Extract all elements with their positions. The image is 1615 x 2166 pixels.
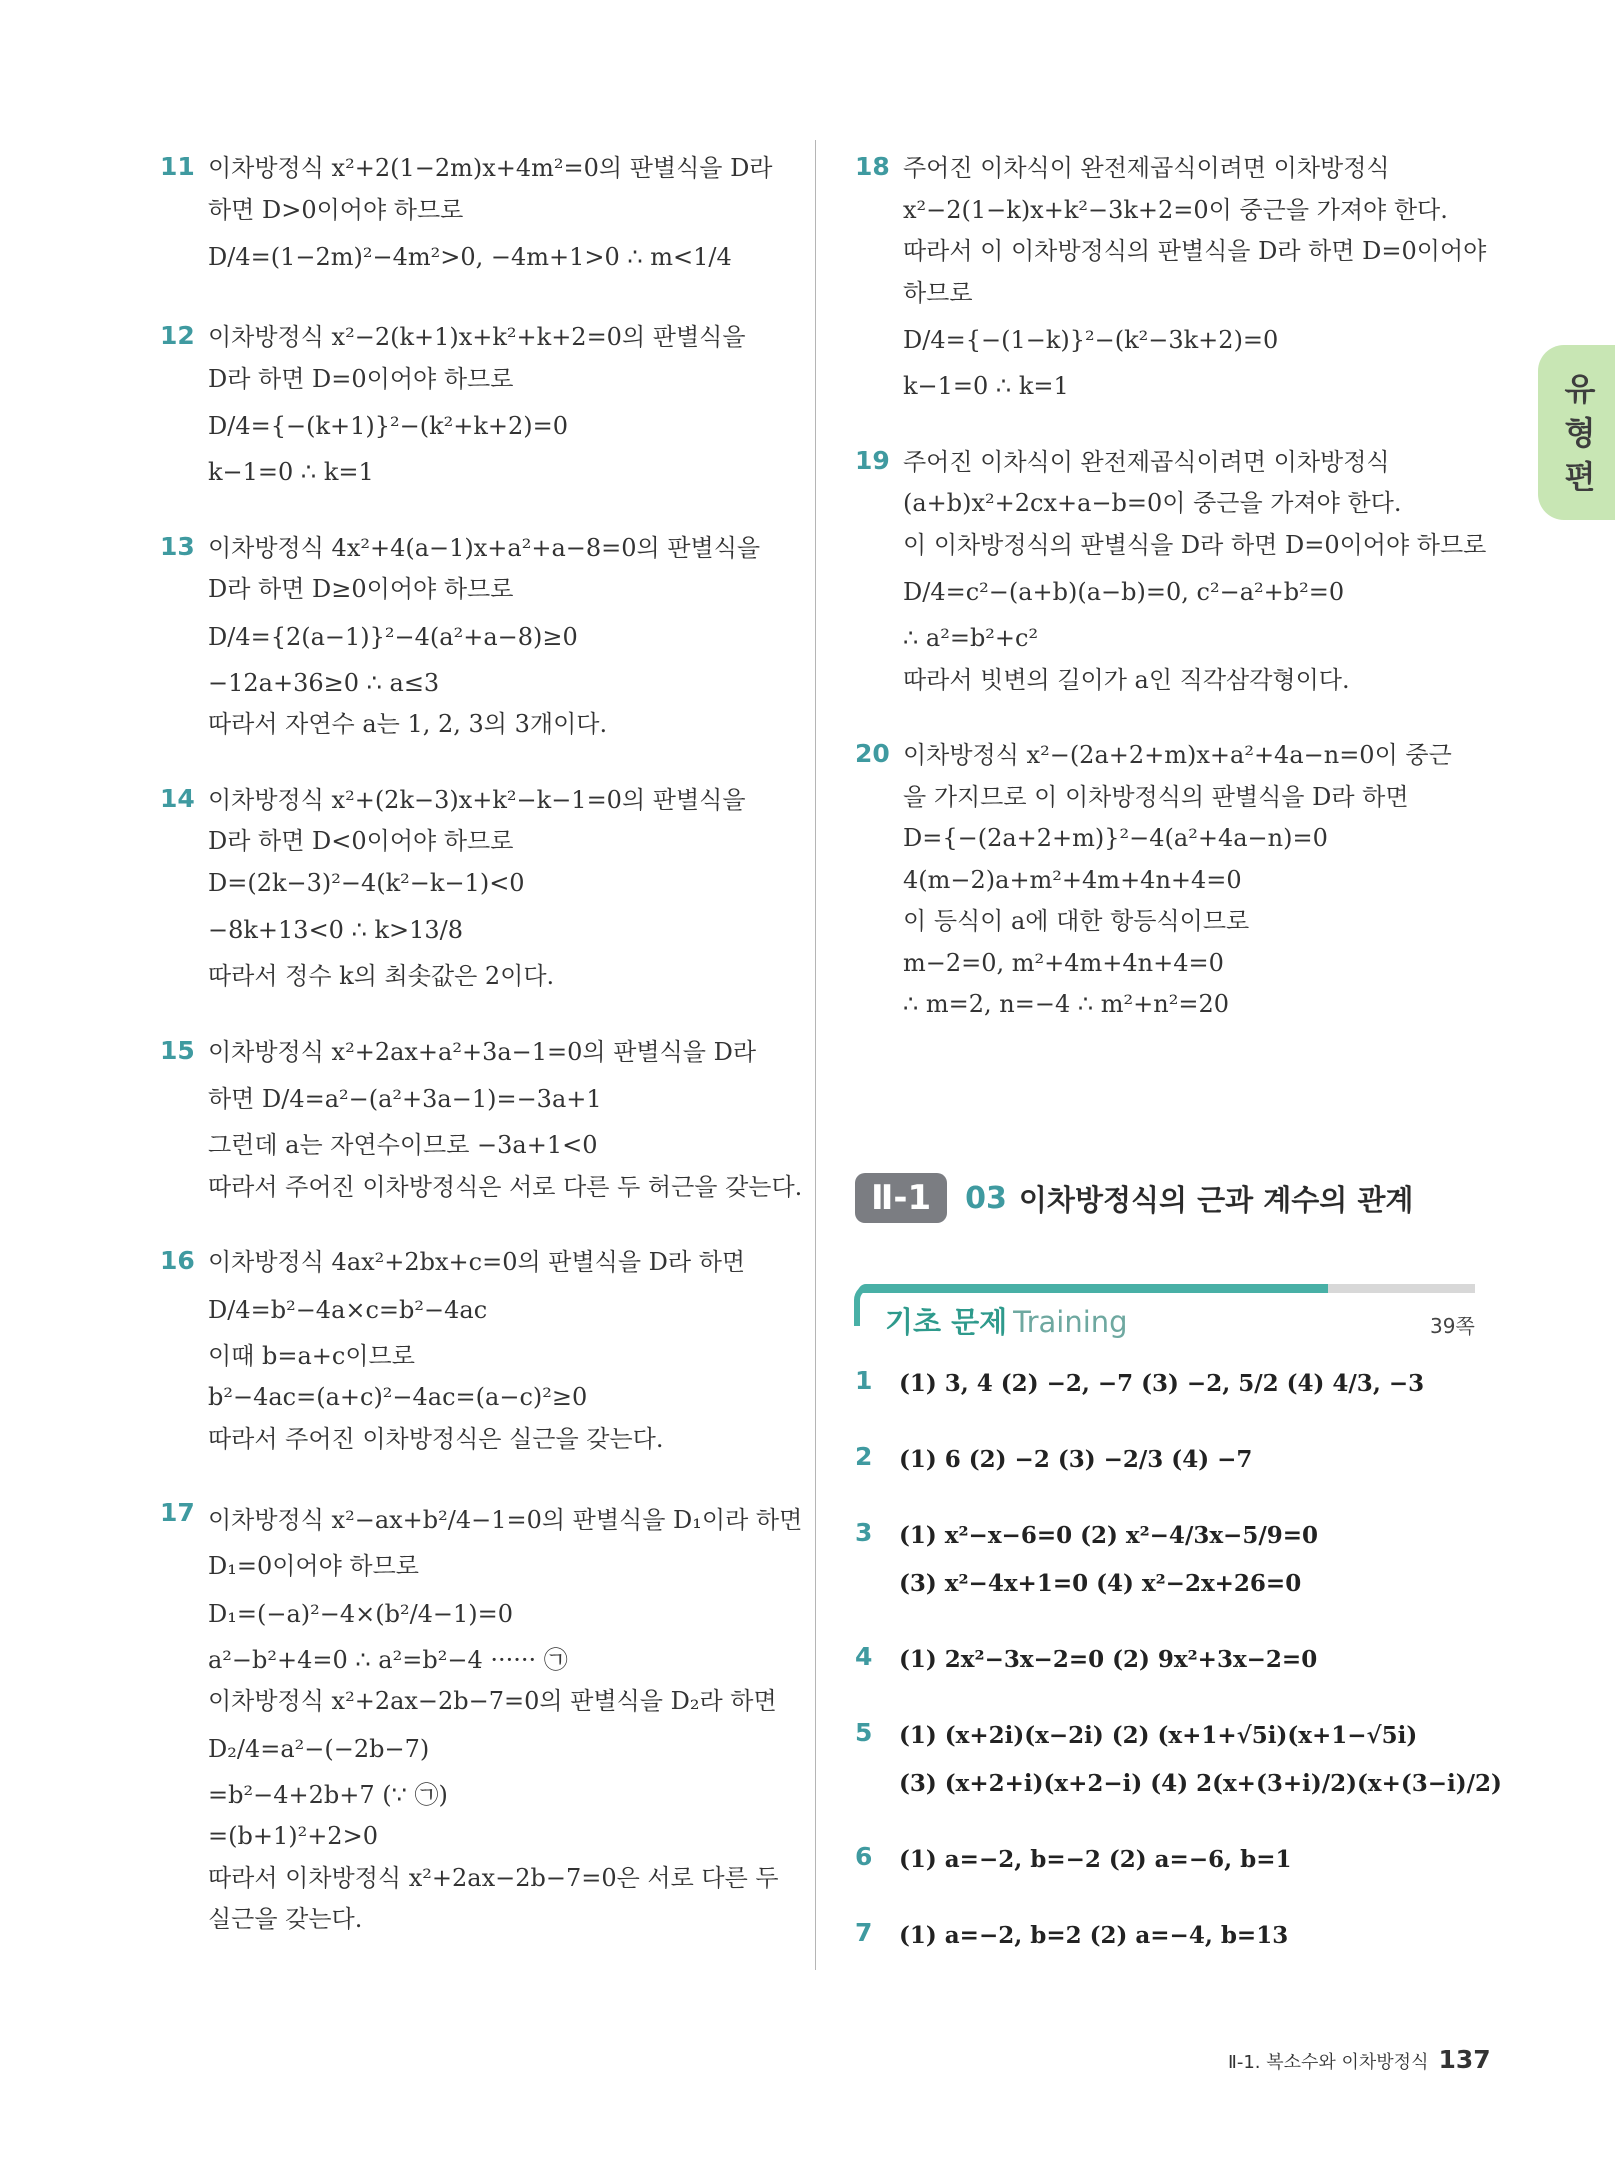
solution-line: k−1=0 ∴ k=1: [208, 458, 374, 486]
answer-1: [855, 1360, 1475, 1408]
problem-number: 18: [855, 152, 890, 181]
solution-line: −8k+13<0 ∴ k>13/8: [208, 916, 464, 944]
problem-number: 14: [160, 783, 195, 813]
solution-line: 을 가지므로 이 이차방정식의 판별식을 D라 하면: [903, 782, 1409, 811]
solution-line: D/4=b²−4a×c=b²−4ac: [208, 1295, 488, 1324]
answer-number: 7: [855, 1918, 873, 1947]
solution-line: 따라서 이 이차방정식의 판별식을 D라 하면 D=0이어야: [903, 237, 1487, 265]
answer-line: (3) x²−4x+1=0 (4) x²−2x+26=0: [899, 1570, 1302, 1597]
solution-line: 이 이차방정식의 판별식을 D라 하면 D=0이어야 하므로: [903, 530, 1487, 559]
answer-list: [855, 1360, 1502, 1988]
answer-number: 6: [855, 1842, 873, 1871]
answer-5: [855, 1712, 1502, 1808]
solution-line: 하므로: [903, 278, 973, 307]
training-title-ko: 기초 문제: [885, 1305, 1008, 1339]
solution-line: 이차방정식 x²+2ax+a²+3a−1=0의 판별식을 D라: [208, 1037, 757, 1066]
solution-line: D라 하면 D<0이어야 하므로: [208, 827, 514, 855]
problem-19: [855, 442, 1487, 702]
problem-12: [160, 317, 785, 494]
solution-line: a²−b²+4=0 ∴ a²=b²−4 ······ ㉠: [208, 1645, 568, 1674]
training-page-ref: 39쪽: [1430, 1314, 1475, 1338]
answer-line: (1) 3, 4 (2) −2, −7 (3) −2, 5/2 (4) 4/3, −3: [899, 1370, 1425, 1397]
solution-line: x²−2(1−k)x+k²−3k+2=0이 중근을 가져야 한다.: [903, 195, 1448, 224]
section-header: [855, 1170, 1475, 1226]
solution-line: ∴ m=2, n=−4 ∴ m²+n²=20: [903, 990, 1229, 1018]
page-number: 137: [1438, 2045, 1491, 2074]
answer-line: (1) x²−x−6=0 (2) x²−4/3x−5/9=0: [899, 1522, 1319, 1549]
solution-line: 따라서 주어진 이차방정식은 서로 다른 두 허근을 갖는다.: [208, 1172, 803, 1201]
answer-number: 2: [855, 1442, 873, 1471]
solution-line: 이차방정식 x²−(2a+2+m)x+a²+4a−n=0이 중근: [903, 741, 1452, 769]
solution-line: D/4=(1−2m)²−4m²>0, −4m+1>0 ∴ m<1/4: [208, 243, 732, 271]
solution-line: 따라서 주어진 이차방정식은 실근을 갖는다.: [208, 1424, 664, 1453]
solution-line: D라 하면 D=0이어야 하므로: [208, 364, 514, 393]
problem-number: 15: [160, 1035, 195, 1065]
answer-line: (1) a=−2, b=−2 (2) a=−6, b=1: [899, 1846, 1292, 1873]
problem-20: [855, 735, 1475, 1026]
answer-7: [855, 1912, 1475, 1960]
solution-line: m−2=0, m²+4m+4n+4=0: [903, 948, 1224, 977]
problem-number: 11: [160, 152, 195, 181]
answer-number: 3: [855, 1518, 873, 1547]
page-footer: [1228, 2045, 1491, 2074]
answer-line: (1) 6 (2) −2 (3) −2/3 (4) −7: [899, 1446, 1253, 1473]
solution-line: 그런데 a는 자연수이므로 −3a+1<0: [208, 1131, 598, 1159]
problem-18: [855, 148, 1487, 408]
answer-number: 1: [855, 1366, 873, 1395]
problem-number: 16: [160, 1246, 195, 1275]
solution-line: 주어진 이차식이 완전제곱식이려면 이차방정식: [903, 447, 1390, 476]
problem-11: [160, 148, 785, 283]
solution-line: k−1=0 ∴ k=1: [903, 372, 1069, 400]
answer-number: 4: [855, 1642, 873, 1671]
problem-14: [160, 780, 785, 998]
solution-line: 이 등식이 a에 대한 항등식이므로: [903, 907, 1250, 935]
training-rule: [858, 1284, 1475, 1294]
solution-line: 따라서 빗변의 길이가 a인 직각삼각형이다.: [903, 665, 1350, 694]
solution-line: D/4={2(a−1)}²−4(a²+a−8)≥0: [208, 622, 578, 651]
solution-line: 실근을 갖는다.: [208, 1905, 363, 1933]
problem-15: [160, 1032, 803, 1209]
solution-line: D/4=c²−(a+b)(a−b)=0, c²−a²+b²=0: [903, 578, 1345, 606]
problem-16: [160, 1242, 785, 1460]
answer-3: [855, 1512, 1475, 1608]
problem-13: [160, 528, 785, 746]
side-tab-label: 유형편: [1564, 370, 1596, 496]
solution-line: D/4={−(1−k)}²−(k²−3k+2)=0: [903, 326, 1279, 354]
solution-line: 이차방정식 x²−2(k+1)x+k²+k+2=0의 판별식을: [208, 323, 746, 351]
problem-number: 12: [160, 321, 195, 350]
solution-line: D/4={−(k+1)}²−(k²+k+2)=0: [208, 412, 569, 440]
right-column: [855, 148, 1487, 1060]
solution-line: (a+b)x²+2cx+a−b=0이 중근을 가져야 한다.: [903, 489, 1402, 517]
training-rule-curve: [854, 1284, 880, 1326]
column-divider: [815, 140, 816, 1970]
section-badge: Ⅱ-1: [855, 1173, 947, 1223]
solution-line: 이차방정식 4ax²+2bx+c=0의 판별식을 D라 하면: [208, 1248, 746, 1276]
solution-line: −12a+36≥0 ∴ a≤3: [208, 668, 440, 697]
solution-line: D₁=(−a)²−4×(b²/4−1)=0: [208, 1599, 514, 1628]
solution-line: D₂/4=a²−(−2b−7): [208, 1734, 430, 1763]
solution-line: D₁=0이어야 하므로: [208, 1552, 419, 1580]
problem-number: 13: [160, 531, 195, 561]
section-number: 03: [965, 1180, 1007, 1216]
solution-line: 하면 D>0이어야 하므로: [208, 195, 464, 224]
section-title: 이차방정식의 근과 계수의 관계: [1018, 1182, 1414, 1217]
problem-number: 20: [855, 739, 890, 768]
answer-line: (1) 2x²−3x−2=0 (2) 9x²+3x−2=0: [899, 1646, 1318, 1673]
solution-line: ∴ a²=b²+c²: [903, 624, 1039, 652]
solution-line: b²−4ac=(a+c)²−4ac=(a−c)²≥0: [208, 1383, 588, 1411]
side-tab: [1538, 345, 1615, 520]
answer-2: [855, 1436, 1475, 1484]
training-rule-accent: [858, 1284, 1328, 1293]
solution-line: 하면 D/4=a²−(a²+3a−1)=−3a+1: [208, 1085, 602, 1113]
answer-line: (3) (x+2+i)(x+2−i) (4) 2(x+(3+i)/2)(x+(3−i)/2): [899, 1770, 1502, 1797]
solution-line: 따라서 이차방정식 x²+2ax−2b−7=0은 서로 다른 두: [208, 1863, 779, 1892]
answer-6: [855, 1836, 1475, 1884]
solution-line: 이차방정식 x²+2(1−2m)x+4m²=0의 판별식을 D라: [208, 154, 773, 182]
solution-line: D=(2k−3)²−4(k²−k−1)<0: [208, 868, 525, 897]
left-column: [160, 148, 803, 1975]
solution-line: 이차방정식 4x²+4(a−1)x+a²+a−8=0의 판별식을: [208, 533, 761, 562]
answer-4: [855, 1636, 1475, 1684]
training-title: [885, 1300, 1128, 1341]
training-rule-tail: [1328, 1284, 1475, 1293]
solution-line: D라 하면 D≥0이어야 하므로: [208, 575, 514, 603]
solution-line: 이차방정식 x²+(2k−3)x+k²−k−1=0의 판별식을: [208, 785, 746, 814]
problem-number: 19: [855, 445, 890, 475]
solution-line: 따라서 정수 k의 최솟값은 2이다.: [208, 962, 555, 990]
solution-line: 4(m−2)a+m²+4m+4n+4=0: [903, 865, 1242, 894]
solution-line: D={−(2a+2+m)}²−4(a²+4a−n)=0: [903, 824, 1328, 852]
solution-line: 이때 b=a+c이므로: [208, 1341, 415, 1370]
solution-line: 이차방정식 x²+2ax−2b−7=0의 판별식을 D₂라 하면: [208, 1687, 777, 1715]
training-title-en: Training: [1013, 1305, 1128, 1339]
solution-line: 이차방정식 x²−ax+b²/4−1=0의 판별식을 D₁이라 하면: [208, 1506, 803, 1534]
answer-number: 5: [855, 1718, 873, 1747]
solution-line: =(b+1)²+2>0: [208, 1822, 378, 1850]
solution-line: =b²−4+2b+7 (∵ ㉠): [208, 1780, 448, 1809]
problem-17: [160, 1494, 803, 1941]
solution-line: 주어진 이차식이 완전제곱식이려면 이차방정식: [903, 154, 1390, 182]
solution-line: 따라서 자연수 a는 1, 2, 3의 3개이다.: [208, 710, 608, 738]
answer-line: (1) (x+2i)(x−2i) (2) (x+1+√5i)(x+1−√5i): [899, 1722, 1418, 1749]
answer-line: (1) a=−2, b=2 (2) a=−4, b=13: [899, 1922, 1289, 1949]
footer-chapter: Ⅱ-1. 복소수와 이차방정식: [1228, 2052, 1429, 2073]
problem-number: 17: [160, 1498, 195, 1527]
